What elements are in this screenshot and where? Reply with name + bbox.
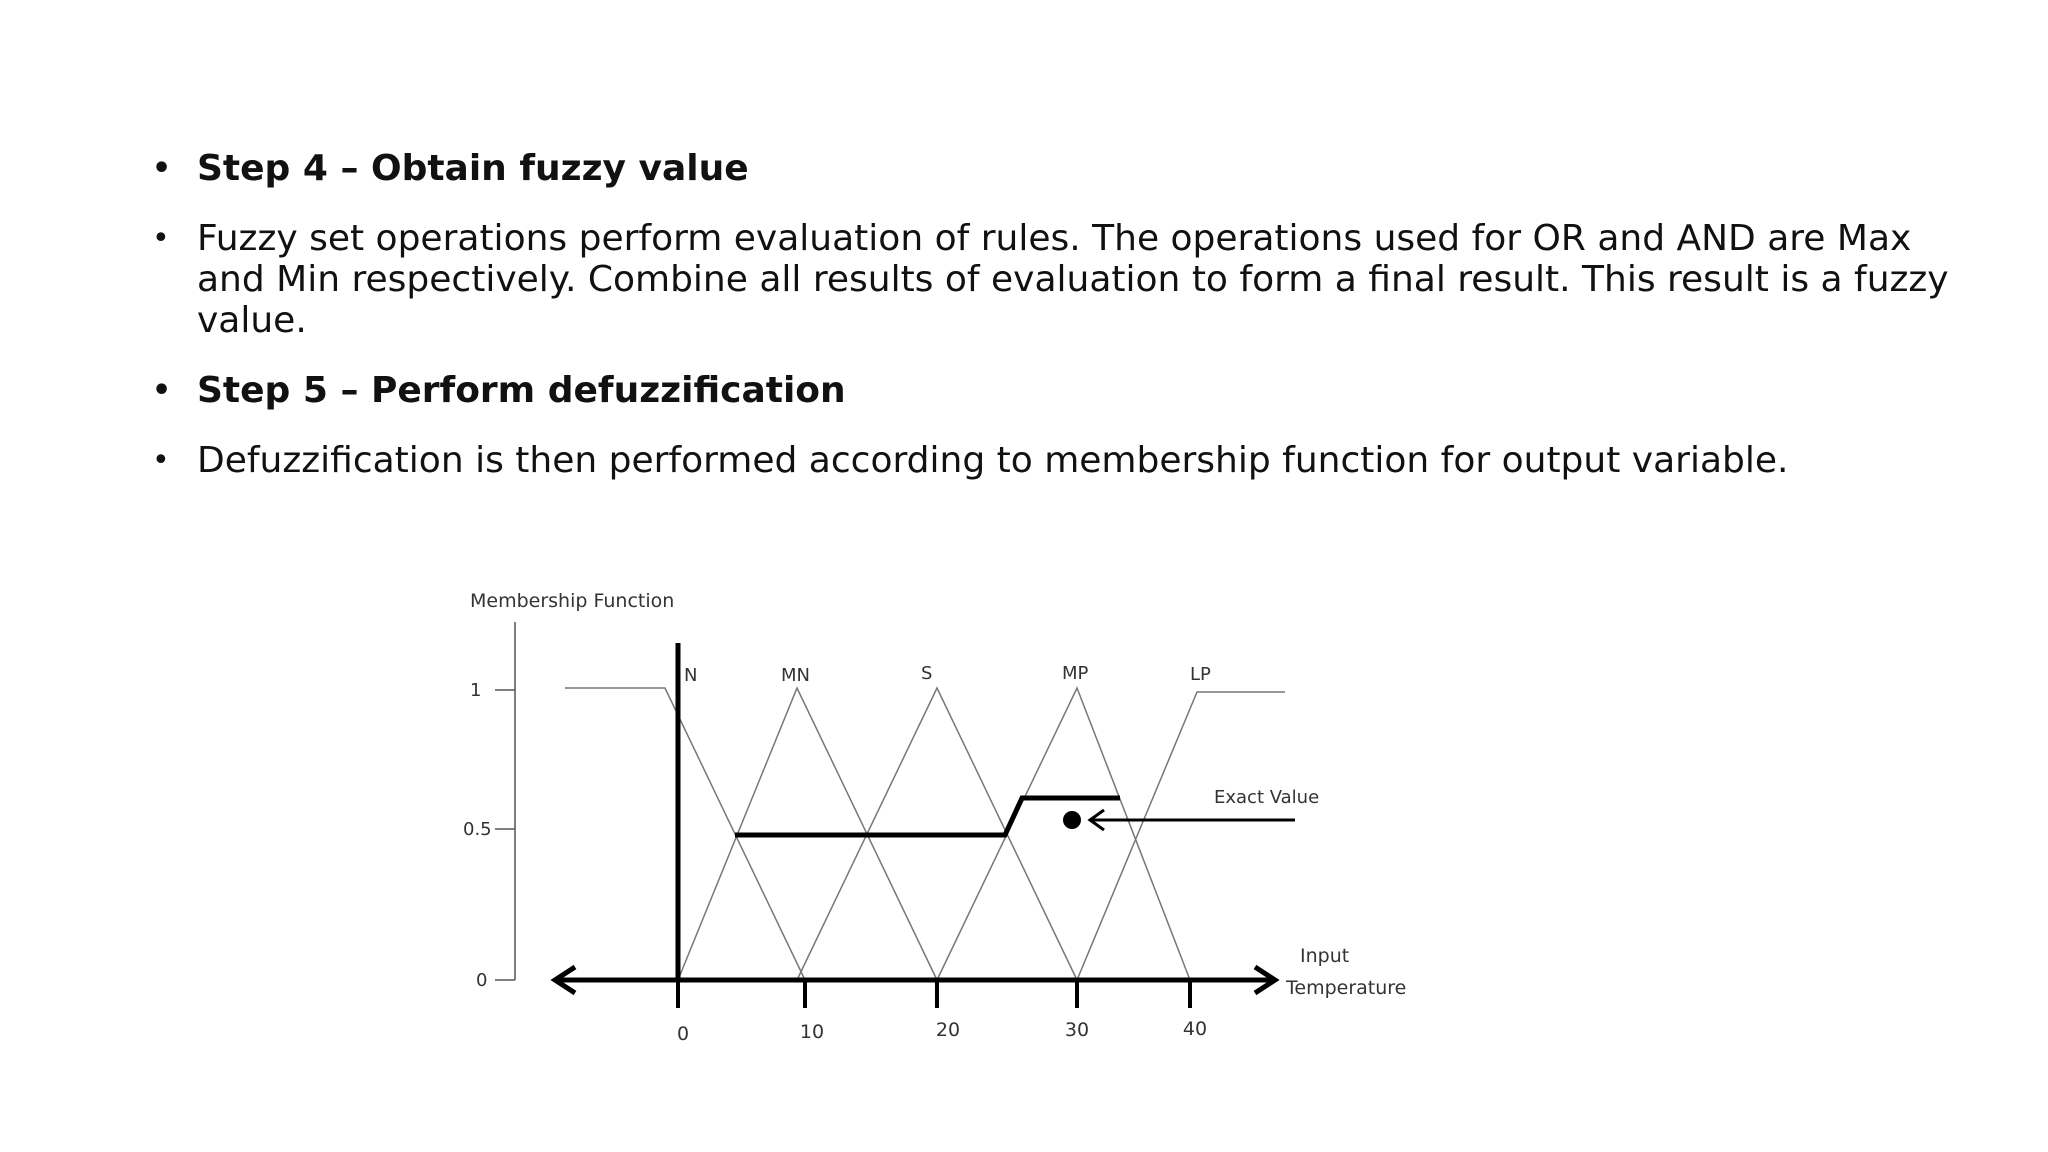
- bullet-step5-heading: [152, 370, 1982, 411]
- set-label-mp: MP: [1062, 663, 1089, 684]
- x-tick-label-10: 10: [799, 1021, 825, 1043]
- bullet-dot: •: [152, 151, 172, 186]
- bullet-step5-body: [152, 440, 1982, 481]
- bullet-text: Fuzzy set operations perform evaluation of rules. The operations used for OR and AND are Max and Min respectively. Combine all results of evaluation to form a final result. This result is a fuzzy value.: [197, 218, 1949, 341]
- set-label-lp: LP: [1190, 664, 1211, 685]
- x-tick-label-20: 20: [935, 1019, 961, 1041]
- x-tick-label-30: 30: [1064, 1019, 1090, 1041]
- set-label-mn: MN: [781, 665, 810, 686]
- exact-value-label: Exact Value: [1214, 787, 1320, 808]
- y-tick-label-0: 0: [476, 970, 488, 991]
- bullet-step4-heading: [152, 148, 1982, 189]
- bullet-text: Step 4 – Obtain fuzzy value: [197, 148, 749, 189]
- bullet-text: Step 5 – Perform defuzzification: [197, 370, 846, 411]
- x-axis-title-line2: Temperature: [1286, 977, 1407, 999]
- bullet-dot: •: [152, 373, 172, 408]
- membership-function-diagram: [440, 570, 1450, 1070]
- bullet-text: Defuzzification is then performed according to membership function for output variable.: [197, 440, 1789, 481]
- x-tick-label-40: 40: [1182, 1018, 1208, 1040]
- bullet-step4-body: [152, 218, 1982, 341]
- y-axis-title: Membership Function: [470, 590, 675, 612]
- y-tick-label-1: 1: [470, 680, 482, 701]
- set-label-s: S: [921, 663, 933, 684]
- x-axis-title-line1: Input: [1300, 945, 1350, 967]
- x-tick-label-0: 0: [676, 1023, 690, 1045]
- set-label-n: N: [684, 665, 698, 686]
- bullet-dot: •: [152, 443, 170, 478]
- y-tick-label-05: 0.5: [463, 819, 492, 840]
- exact-value-point: [1063, 811, 1081, 829]
- bullet-list: [152, 148, 1982, 510]
- set-lp-line: [1077, 692, 1285, 980]
- aggregated-output-line: [735, 798, 1120, 835]
- bullet-dot: •: [152, 221, 170, 256]
